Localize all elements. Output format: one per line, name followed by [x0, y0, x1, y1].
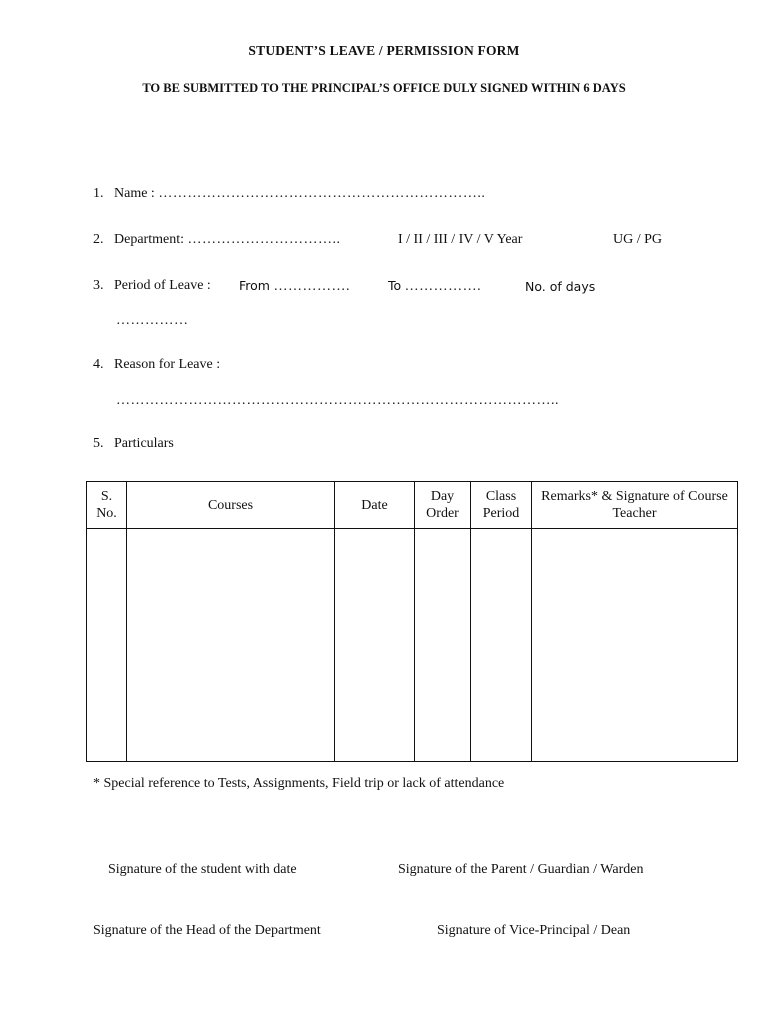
to-blank[interactable]: …………….: [404, 279, 482, 294]
days-label: No. of days: [525, 279, 596, 294]
footnote: * Special reference to Tests, Assignments, Field trip or lack of attendance: [93, 776, 505, 791]
to-label: To: [388, 278, 402, 293]
field-number: 3.: [93, 278, 104, 293]
cell-remarks[interactable]: [532, 529, 738, 762]
name-label: Name :: [114, 186, 155, 201]
reason-label: Reason for Leave :: [114, 357, 221, 372]
name-blank[interactable]: …………………………………………………………..: [158, 186, 486, 201]
header-sno: S. No.: [87, 482, 127, 529]
cell-sno[interactable]: [87, 529, 127, 762]
level-options[interactable]: UG / PG: [613, 232, 663, 247]
signature-vice-principal: Signature of Vice-Principal / Dean: [437, 923, 631, 938]
signature-hod: Signature of the Head of the Department: [93, 923, 321, 938]
period-to: [388, 278, 481, 295]
field-number: 1.: [93, 186, 104, 201]
period-field: [93, 278, 211, 294]
from-label: From: [239, 278, 270, 293]
header-remarks: Remarks* & Signature of Course Teacher: [532, 482, 738, 529]
days-blank[interactable]: ……………: [116, 313, 189, 328]
field-number: 5.: [93, 436, 104, 451]
header-class-period: Class Period: [471, 482, 532, 529]
table-header-row: [87, 482, 738, 529]
period-label: Period of Leave :: [114, 278, 211, 293]
form-subtitle: TO BE SUBMITTED TO THE PRINCIPAL’S OFFICE DULY SIGNED WITHIN 6 DAYS: [142, 81, 626, 95]
from-blank[interactable]: …………….: [273, 279, 350, 294]
cell-date[interactable]: [335, 529, 415, 762]
cell-day-order[interactable]: [415, 529, 471, 762]
field-number: 2.: [93, 232, 104, 247]
particulars-table: [86, 481, 738, 762]
header-date: Date: [335, 482, 415, 529]
particulars-label: Particulars: [114, 436, 174, 451]
year-options[interactable]: I / II / III / IV / V Year: [398, 232, 523, 247]
header-day-order: Day Order: [415, 482, 471, 529]
department-field: [93, 232, 340, 248]
period-from: [239, 278, 350, 295]
table-row: [87, 529, 738, 762]
signature-student: Signature of the student with date: [108, 862, 297, 877]
name-field: [93, 186, 485, 202]
signature-parent: Signature of the Parent / Guardian / Warden: [398, 862, 644, 877]
header-courses: Courses: [127, 482, 335, 529]
reason-field: [93, 357, 220, 373]
form-title: STUDENT’S LEAVE / PERMISSION FORM: [248, 43, 520, 58]
department-blank[interactable]: …………………………..: [187, 232, 341, 247]
reason-blank[interactable]: ………………………………………………………………………………..: [116, 393, 559, 408]
department-label: Department:: [114, 232, 184, 247]
particulars-heading: [93, 436, 174, 452]
field-number: 4.: [93, 357, 104, 372]
cell-courses[interactable]: [127, 529, 335, 762]
cell-class-period[interactable]: [471, 529, 532, 762]
